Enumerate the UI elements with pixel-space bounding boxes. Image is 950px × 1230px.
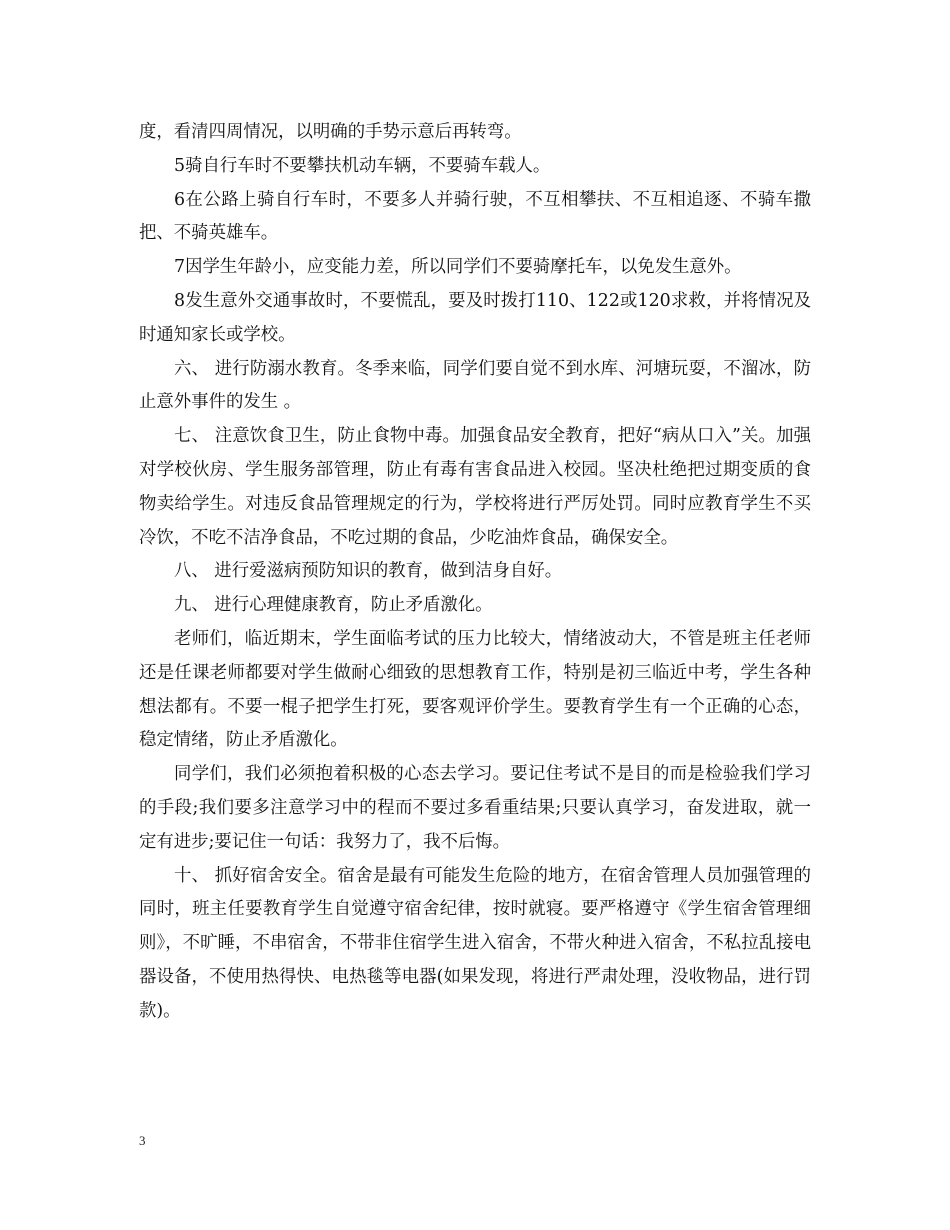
paragraph-rule-6: 6在公路上骑自行车时，不要多人并骑行驶，不互相攀扶、不互相追逐、不骑车撒把、不骑英雄车。: [139, 189, 811, 244]
page-number: 3: [139, 1133, 146, 1148]
document-body: [139, 116, 811, 1029]
paragraph-rule-7: 7因学生年龄小，应变能力差，所以同学们不要骑摩托车，以免发生意外。: [174, 257, 742, 278]
paragraph-turn-signal-continued: 度，看清四周情况，以明确的手势示意后再转弯。: [139, 122, 522, 142]
paragraph-section-7: 七、 注意饮食卫生，防止食物中毒。加强食品安全教育，把好“病从口入”关。加强对学校伙房、学生服务部管理，防止有毒有害食品进入校园。坚决杜绝把过期变质的食物卖给学生。对违反食品管理规定的行为，学校将进行严厉处罚。同时应教育学生不买冷饮，不吃不洁净食品，不吃过期的食品，少吃油炸食品，确保安全。: [139, 426, 811, 548]
paragraph-rule-8: 8发生意外交通事故时，不要慌乱，要及时拨打110、122或120求救，并将情况及时通知家长或学校。: [139, 290, 811, 345]
paragraph-teachers: 老师们，临近期末，学生面临考试的压力比较大，情绪波动大，不管是班主任老师还是任课老师都要对学生做耐心细致的思想教育工作，特别是初三临近中考，学生各种想法都有。不要一棍子把学生打死，要客观评价学生。要教育学生有一个正确的心态，稳定情绪，防止矛盾激化。: [139, 628, 811, 751]
paragraph-students: 同学们，我们必须抱着积极的心态去学习。要记住考试不是目的而是检验我们学习的手段;我们要多注意学习中的程而不要过多看重结果;只要认真学习，奋发进取，就一定有进步;要记住一句话：我努力了，我不后悔。: [139, 764, 811, 852]
paragraph-section-9: 九、 进行心理健康教育，防止矛盾激化。: [174, 595, 493, 616]
paragraph-section-8: 八、 进行爱滋病预防知识的教育，做到洁身自好。: [174, 561, 563, 582]
paragraph-rule-5: 5骑自行车时不要攀扶机动车辆，不要骑车载人。: [174, 155, 551, 176]
paragraph-section-10: 十、 抓好宿舍安全。宿舍是最有可能发生危险的地方，在宿舍管理人员加强管理的同时，班主任要教育学生自觉遵守宿舍纪律，按时就寝。要严格遵守《学生宿舍管理细则》，不旷睡，不串宿舍，不带非住宿学生进入宿舍，不带火种进入宿舍，不私拉乱接电器设备，不使用热得快、电热毯等电器(如果发现，将进行严肃处理，没收物品，进行罚款)。: [139, 865, 811, 1021]
paragraph-section-6: 六、 进行防溺水教育。冬季来临，同学们要自觉不到水库、河塘玩耍，不溜冰，防止意外事件的发生 。: [139, 358, 811, 413]
